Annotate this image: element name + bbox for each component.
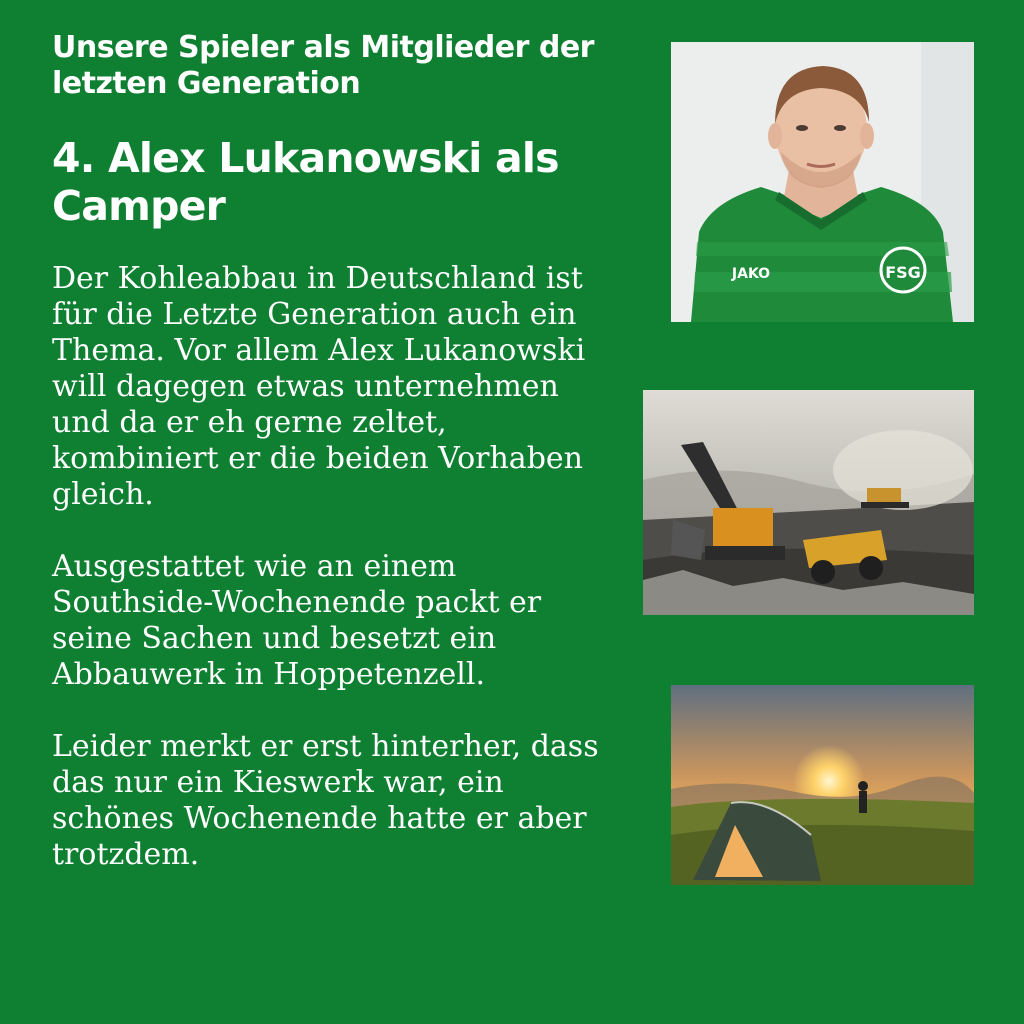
story-text [52,261,652,909]
text-line: will dagegen etwas unternehmen [52,369,559,404]
text-line: trotzdem. [52,837,200,872]
mine-illustration [643,390,974,615]
text-line: Abbauwerk in Hoppetenzell. [52,657,486,692]
text-line: für die Letzte Generation auch ein [52,297,577,332]
text-line: Thema. Vor allem Alex Lukanowski [52,333,586,368]
text-line: gleich. [52,477,154,512]
series-kicker [52,30,652,102]
paragraph-3 [52,729,652,873]
text-line: das nur ein Kieswerk war, ein [52,765,504,800]
headline-line-2: Camper [52,182,226,230]
text-line: Ausgestattet wie an einem [52,549,457,584]
paragraph-2 [52,549,652,693]
portrait-illustration [671,42,974,322]
jersey-brand-text: JAKO [731,266,771,282]
text-line: kombiniert er die beiden Vorhaben [52,441,583,476]
text-line: seine Sachen und besetzt ein [52,621,497,656]
camping-sunset-photo [671,685,974,885]
player-portrait-photo [671,42,974,322]
text-line: Leider merkt er erst hinterher, dass [52,729,599,764]
headline-line-1: 4. Alex Lukanowski als [52,134,559,182]
text-line: und da er eh gerne zeltet, [52,405,447,440]
post-headline [52,134,652,230]
kicker-line-2: letzten Generation [52,66,361,101]
kicker-line-1: Unsere Spieler als Mitglieder der [52,30,594,65]
text-line: Southside-Wochenende packt er [52,585,542,620]
coal-mine-photo [643,390,974,615]
paragraph-1 [52,261,652,513]
jersey-crest-text: FSG [885,263,921,282]
camp-illustration [671,685,974,885]
text-line: schönes Wochenende hatte er aber [52,801,587,836]
text-line: Der Kohleabbau in Deutschland ist [52,261,583,296]
